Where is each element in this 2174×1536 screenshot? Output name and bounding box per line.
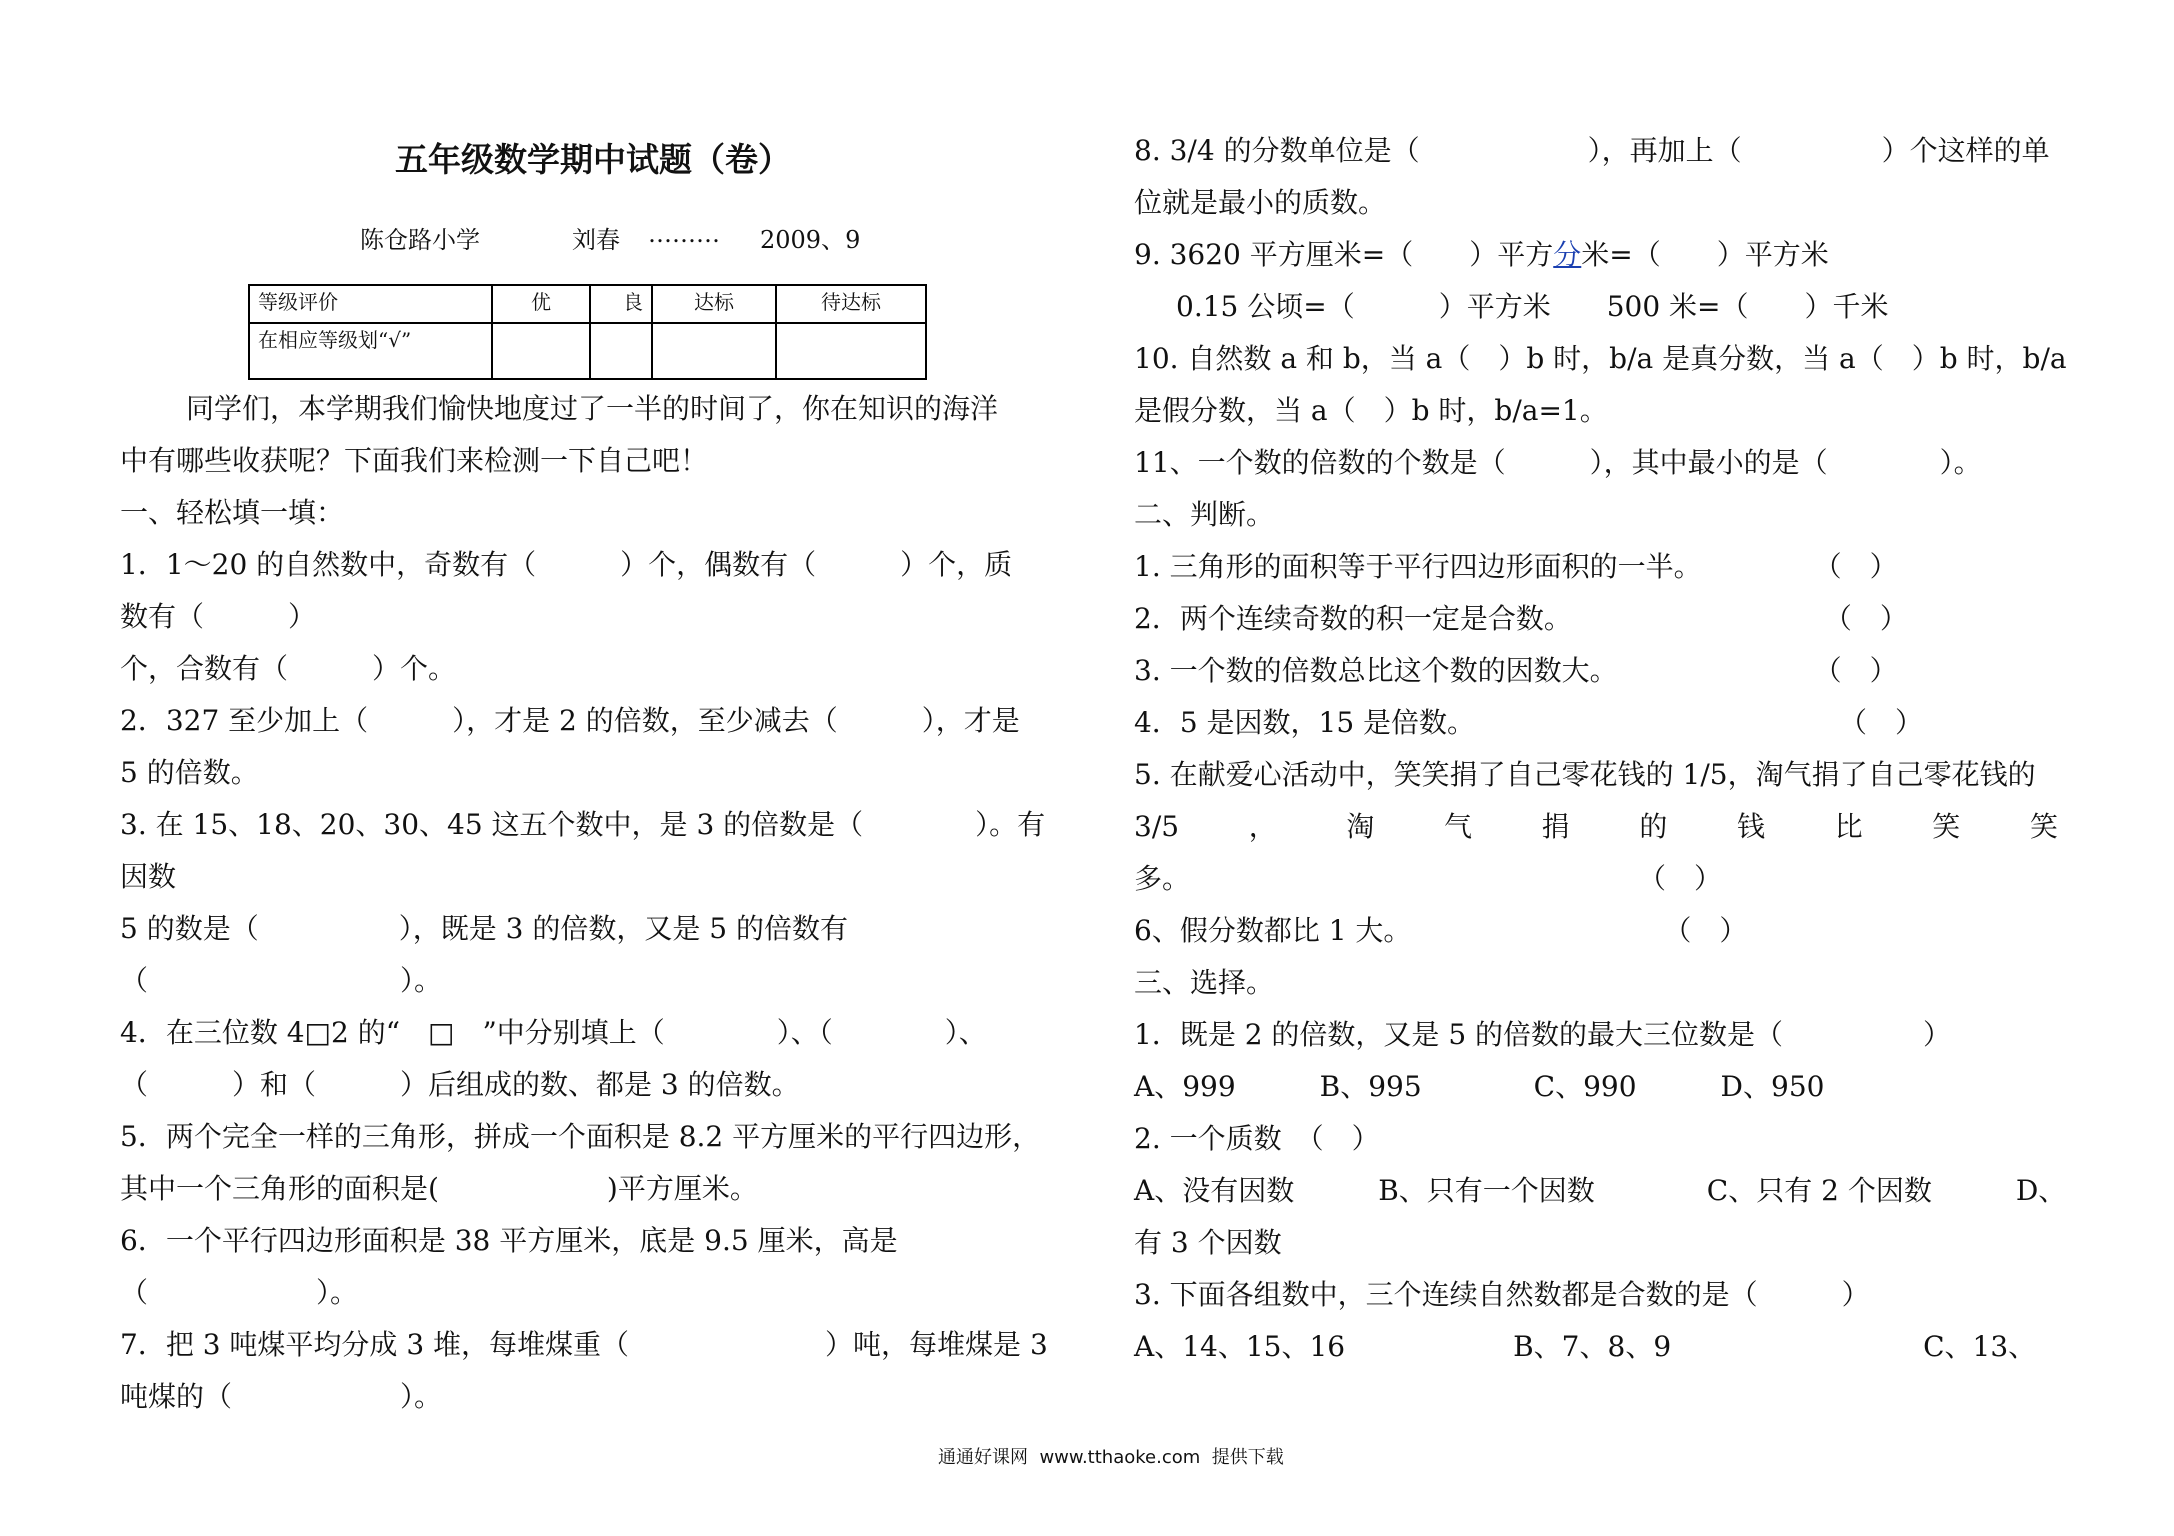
judge-5-line-2: [1134, 810, 2058, 844]
question-9-line-1: [1134, 238, 1829, 272]
question-6-line-2: （ ）。: [120, 1276, 359, 1309]
grade-header-good: 良: [590, 285, 652, 323]
question-6-line-1: 6．一个平行四边形面积是 38 平方厘米，底是 9.5 厘米，高是: [120, 1224, 898, 1257]
question-9-pre: 9. 3620 平方厘米=（ ）平方: [1134, 238, 1554, 271]
question-3-line-2: 因数: [120, 860, 177, 893]
question-10-line-2: 是假分数，当 a（ ）b 时，b/a=1。: [1134, 394, 1608, 427]
question-11: 11、一个数的倍数的个数是（ ），其中最小的是（ ）。: [1134, 446, 1982, 479]
grade-cell-fail[interactable]: [776, 323, 926, 379]
choice-3-options: A、14、15、16 B、7、8、9 C、13、: [1134, 1330, 2037, 1363]
question-8-line-2: 位就是最小的质数。: [1134, 186, 1387, 219]
judge-5-word: ，: [1248, 810, 1277, 843]
author-name: 刘春: [572, 226, 620, 254]
dot-leader: ………: [648, 220, 720, 248]
question-5-line-2: 其中一个三角形的面积是( )平方厘米。: [120, 1172, 758, 1205]
choice-3: 3. 下面各组数中，三个连续自然数都是合数的是（ ）: [1134, 1278, 1870, 1311]
question-4-line-2: （ ）和（ ）后组成的数、都是 3 的倍数。: [120, 1068, 800, 1101]
question-5-line-1: 5．两个完全一样的三角形，拼成一个面积是 8.2 平方厘米的平行四边形，: [120, 1120, 1041, 1153]
page-title: 五年级数学期中试题（卷）: [395, 140, 791, 179]
question-3-line-1: 3. 在 15、18、20、30、45 这五个数中，是 3 的倍数是（ ）。有: [120, 808, 1046, 841]
question-4-line-1: 4．在三位数 4□2 的“ □ ”中分别填上（ ）、（ ）、: [120, 1016, 987, 1049]
question-3-line-3: 5 的数是（ ），既是 3 的倍数，又是 5 的倍数有: [120, 912, 848, 945]
choice-1-options: A、999 B、995 C、990 D、950: [1134, 1070, 1825, 1103]
choice-2-options-cont: 有 3 个因数: [1134, 1226, 1282, 1259]
judge-5-word: 钱: [1736, 810, 1765, 843]
judge-5-word: 笑: [1932, 810, 1961, 843]
judge-5-word: 3/5: [1134, 810, 1180, 843]
exam-date: 2009、9: [760, 226, 861, 254]
question-10-line-1: 10. 自然数 a 和 b，当 a（ ）b 时，b/a 是真分数，当 a（ ）b 时，b/a: [1134, 342, 2067, 375]
judge-4: 4．5 是因数，15 是倍数。 （ ）: [1134, 706, 1924, 739]
grade-header-pass: 达标: [652, 285, 776, 323]
grade-header-excellent: 优: [492, 285, 590, 323]
choice-2-options: A、没有因数 B、只有一个因数 C、只有 2 个因数 D、: [1134, 1174, 2067, 1207]
section-choice-heading: 三、选择。: [1134, 966, 1275, 999]
section-fill-heading: 一、轻松填一填：: [120, 496, 345, 529]
question-9-line-2: 0.15 公顷=（ ）平方米 500 米=（ ）千米: [1176, 290, 1889, 323]
footer-credit: 通通好课网 www.tthaoke.com 提供下载: [938, 1447, 1284, 1468]
judge-5-word: 的: [1639, 810, 1668, 843]
judge-1: 1. 三角形的面积等于平行四边形面积的一半。 （ ）: [1134, 550, 1898, 583]
question-8-line-1: 8. 3/4 的分数单位是（ ），再加上（ ）个这样的单: [1134, 134, 2050, 167]
judge-5-word: 淘: [1346, 810, 1375, 843]
grade-cell-good[interactable]: [590, 323, 652, 379]
judge-3: 3. 一个数的倍数总比这个数的因数大。 （ ）: [1134, 654, 1898, 687]
judge-5-line-3: 多。 （ ）: [1134, 862, 1723, 895]
grade-header-label: 等级评价: [249, 285, 492, 323]
judge-5-word: 笑: [2029, 810, 2058, 843]
choice-1: 1．既是 2 的倍数，又是 5 的倍数的最大三位数是（ ）: [1134, 1018, 1952, 1051]
judge-6: 6、假分数都比 1 大。 （ ）: [1134, 914, 1748, 947]
judge-5-line-1: 5. 在献爱心活动中，笑笑捐了自己零花钱的 1/5，淘气捐了自己零花钱的: [1134, 758, 2036, 791]
judge-5-word: 捐: [1541, 810, 1570, 843]
question-2-line-1: 2．327 至少加上（ ），才是 2 的倍数，至少减去（ ），才是: [120, 704, 1020, 737]
question-1-line-2: 数有（ ）: [120, 600, 317, 633]
question-2-line-2: 5 的倍数。: [120, 756, 259, 789]
school-name: 陈仓路小学: [360, 226, 480, 254]
choice-2: 2. 一个质数 （ ）: [1134, 1122, 1380, 1155]
question-9-post: 米=（ ）平方米: [1581, 238, 1829, 271]
judge-5-word: 比: [1834, 810, 1863, 843]
judge-5-word: 气: [1444, 810, 1473, 843]
grade-row-label: 在相应等级划“√”: [249, 323, 492, 379]
question-7-line-2: 吨煤的（ ）。: [120, 1380, 443, 1413]
question-1-line-1: 1．1～20 的自然数中，奇数有（ ）个，偶数有（ ）个，质: [120, 548, 1013, 581]
question-7-line-1: 7．把 3 吨煤平均分成 3 堆，每堆煤重（ ）吨，每堆煤是 3: [120, 1328, 1048, 1361]
grade-cell-pass[interactable]: [652, 323, 776, 379]
hyperlink-fen[interactable]: 分: [1553, 238, 1582, 271]
intro-line-1: 同学们，本学期我们愉快地度过了一半的时间了，你在知识的海洋: [186, 392, 999, 425]
intro-line-2: 中有哪些收获呢？下面我们来检测一下自己吧！: [120, 444, 709, 477]
grade-table: [248, 284, 927, 380]
section-judge-heading: 二、判断。: [1134, 498, 1275, 531]
grade-cell-excellent[interactable]: [492, 323, 590, 379]
question-3-line-4: （ ）。: [120, 964, 443, 997]
judge-2: 2．两个连续奇数的积一定是合数。 （ ）: [1134, 602, 1908, 635]
grade-header-fail: 待达标: [776, 285, 926, 323]
question-1-line-3: 个，合数有（ ）个。: [120, 652, 457, 685]
